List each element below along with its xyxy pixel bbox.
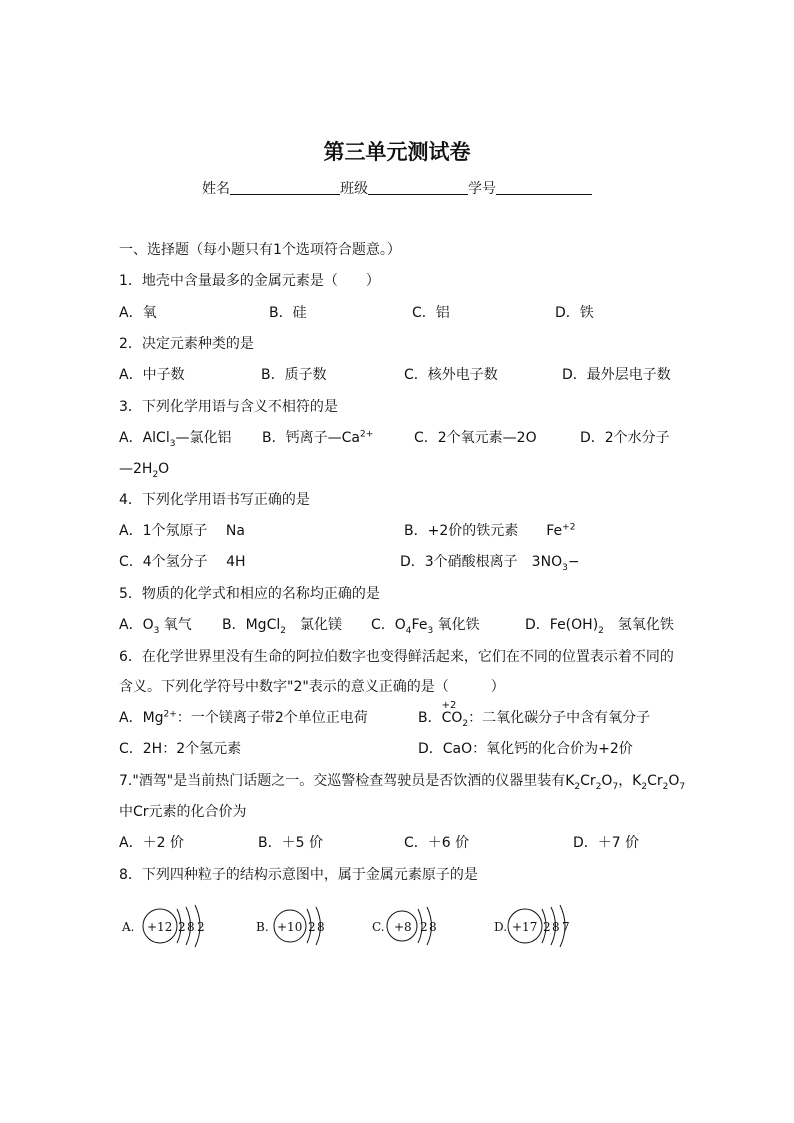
- atom-diagram-c: [372, 904, 462, 948]
- atom-c-label: C.: [372, 920, 385, 934]
- q7-stem-line1: 7."酒驾"是当前热门话题之一。交巡警检查驾驶员是否饮酒的仪器里装有$K_2Cr_2O_7$，$K_2Cr_2O_7$: [119, 773, 686, 792]
- atom-c-shell-count: 8: [429, 920, 437, 934]
- atom-c-shell-count: 2: [420, 920, 428, 934]
- q1-option-d: D．铁: [555, 305, 594, 321]
- class-blank[interactable]: [368, 180, 468, 195]
- q7-option-d: D．＋7 价: [573, 835, 640, 851]
- q2-option-b: B．质子数: [261, 367, 327, 383]
- section-heading: 一、选择题（每小题只有1个选项符合题意。）: [119, 242, 401, 258]
- q4-option-d: D．3个硝酸根离子 $3NO_3-$: [400, 554, 580, 573]
- atom-diagram-a: [122, 904, 222, 948]
- atom-b-svg: [256, 904, 346, 948]
- atom-a-shell-count: 2: [178, 920, 186, 934]
- atom-d-shell-count: 8: [552, 920, 560, 934]
- atom-b-label: B.: [256, 920, 269, 934]
- atom-b-shell-count: 8: [317, 920, 325, 934]
- atom-d-svg: [494, 904, 594, 948]
- atom-a-svg: [122, 904, 222, 948]
- q1-option-b: B．硅: [269, 305, 307, 321]
- id-label: 学号: [468, 181, 496, 197]
- student-info-line: [202, 178, 592, 198]
- q1-stem: 1．地壳中含量最多的金属元素是（ ）: [119, 273, 380, 289]
- atom-d-shell-count: 7: [562, 920, 570, 934]
- q1-option-c: C．铝: [412, 305, 450, 321]
- q3-stem: 3．下列化学用语与含义不相符的是: [119, 399, 338, 415]
- q6-option-b: B． +2 $CO_2$：二氧化碳分子中含有氧分子: [418, 709, 650, 727]
- q6-option-a: A．$Mg^{2+}$：一个镁离子带2个单位正电荷: [119, 709, 368, 726]
- q3-option-c: C．2个氧元素—2O: [414, 430, 537, 446]
- q6-stem-line1: 6．在化学世界里没有生命的阿拉伯数字也变得鲜活起来，它们在不同的位置表示着不同的: [119, 649, 674, 665]
- q7-option-a: A．＋2 价: [119, 835, 184, 851]
- q3-option-d: D．2个水分子: [580, 430, 670, 446]
- atom-d-nucleus-charge: +17: [512, 920, 538, 934]
- q2-stem: 2．决定元素种类的是: [119, 336, 254, 352]
- q8-stem: 8．下列四种粒子的结构示意图中，属于金属元素原子的是: [119, 867, 478, 883]
- q6-option-d: D．CaO：氧化钙的化合价为+2价: [418, 741, 633, 757]
- atom-b-shell-count: 2: [308, 920, 316, 934]
- atom-c-svg: [372, 904, 462, 948]
- q2-option-c: C．核外电子数: [404, 367, 498, 383]
- atom-a-shell-count: 8: [187, 920, 195, 934]
- q2-option-d: D．最外层电子数: [562, 367, 671, 383]
- q6-option-c: C．2H：2个氢元素: [119, 741, 242, 757]
- q5-stem: 5．物质的化学式和相应的名称均正确的是: [119, 586, 380, 602]
- id-blank[interactable]: [496, 180, 592, 195]
- atom-a-label: A.: [122, 920, 135, 934]
- q5-option-a: A．$O_3$ 氧气: [119, 617, 192, 636]
- q3-option-a: A．AlCl$_3$—氯化铝: [119, 430, 232, 449]
- atom-c-nucleus-charge: +8: [394, 920, 412, 934]
- q2-option-a: A．中子数: [119, 367, 185, 383]
- page-title: 第三单元测试卷: [323, 139, 471, 164]
- q7-option-c: C．＋6 价: [404, 835, 470, 851]
- name-blank[interactable]: [230, 180, 340, 195]
- q5-option-b: B．MgCl$_2$ 氯化镁: [222, 617, 342, 636]
- q1-option-a: A．氧: [119, 305, 157, 321]
- atom-a-nucleus-charge: +12: [147, 920, 173, 934]
- name-label: 姓名: [202, 181, 230, 197]
- valence-mark: +2: [441, 700, 457, 711]
- atom-b-nucleus-charge: +10: [277, 920, 303, 934]
- q3-option-d-continued: $—2H_2O$: [119, 461, 170, 480]
- atom-d-label: D.: [494, 920, 508, 934]
- atom-a-shell-count: 2: [197, 920, 205, 934]
- q5-option-d: D．$Fe(OH)_2$ 氢氧化铁: [525, 617, 674, 636]
- q5-option-c: C．$O_4Fe_3$ 氧化铁: [371, 617, 480, 636]
- q4-option-a: A．1个氖原子 Na: [119, 523, 245, 539]
- atom-d-shell-count: 2: [543, 920, 551, 934]
- atom-diagram-d: [494, 904, 594, 948]
- q4-stem: 4．下列化学用语书写正确的是: [119, 492, 310, 508]
- q4-option-c: C．4个氢分子 4H: [119, 554, 246, 570]
- class-label: 班级: [340, 181, 368, 197]
- atom-diagram-b: [256, 904, 346, 948]
- q6-stem-line2: 含义。下列化学符号中数字"2"表示的意义正确的是（ ）: [119, 679, 505, 695]
- q7-option-b: B．＋5 价: [258, 835, 323, 851]
- q3-option-b: B．钙离子$—Ca^{2+}$: [262, 429, 374, 446]
- q7-stem-line2: 中Cr元素的化合价为: [119, 804, 247, 820]
- q4-option-b: B．+2价的铁元素 $Fe^{+2}$: [404, 522, 576, 539]
